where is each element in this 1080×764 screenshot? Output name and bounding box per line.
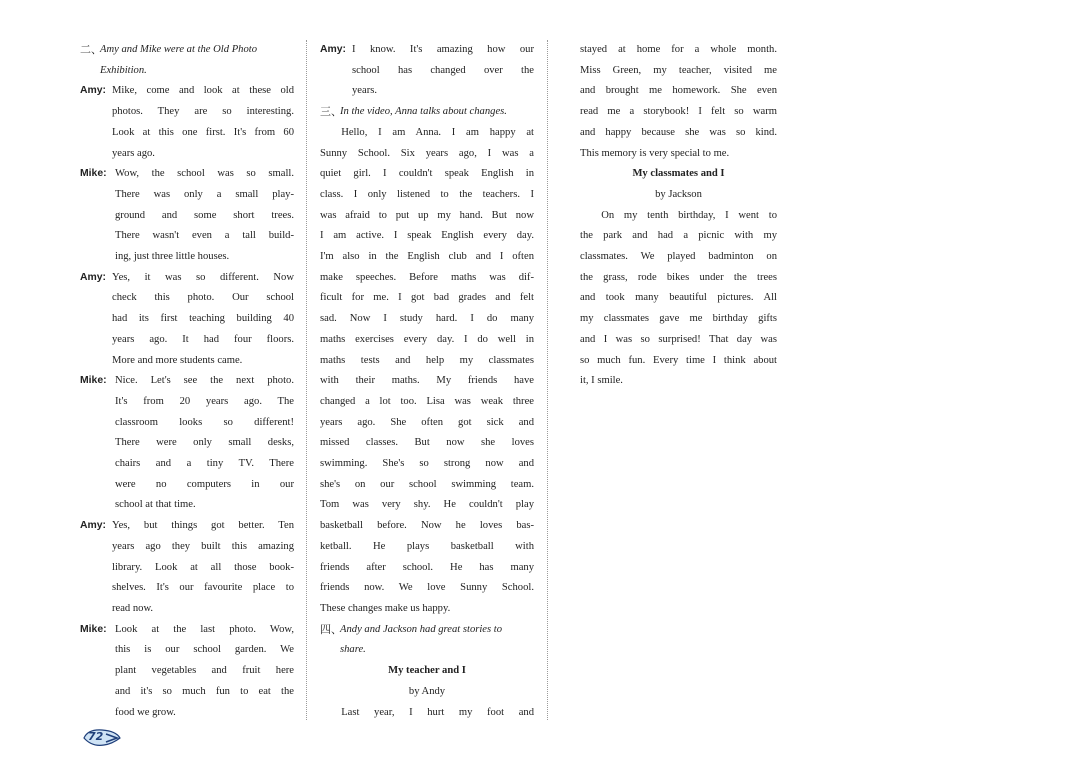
section-2-heading-line-2: Exhibition. [100, 64, 147, 76]
text-line: friends after school. He has many [320, 561, 534, 573]
column-1 [80, 40, 294, 723]
text-line: the park and had a picnic with my [580, 230, 777, 242]
section-2-heading-line-1: Amy and Mike were at the Old Photo [100, 44, 258, 55]
dialogue-text [112, 268, 294, 372]
section-2-number: 二、 [80, 43, 102, 56]
story-1-author: by Andy [408, 685, 446, 697]
text-line: with their maths. My friends have [320, 375, 534, 387]
text-line: stayed at home for a whole month. [580, 44, 777, 55]
text-line: classmates. We played badminton on [580, 251, 777, 263]
text-line: had its first teaching building 40 [112, 313, 294, 325]
text-line: ing, just three little houses. [115, 251, 230, 263]
text-line: years ago. She often got sick and [320, 416, 534, 428]
text-line: Sunny School. Six years ago, I was a [320, 147, 534, 159]
anna-passage [320, 123, 534, 620]
dialogue-line [80, 268, 294, 372]
section-4-heading-line-1: Andy and Jackson had great stories to [340, 623, 503, 635]
text-line: changed a lot too. Lisa was weak three [320, 395, 534, 407]
text-line: Look at this one first. It's from 60 [112, 126, 294, 138]
text-line: Wow, the school was so small. [115, 168, 294, 180]
text-line: library. Look at all those book- [112, 561, 294, 573]
text-line: plant vegetables and fruit here [115, 665, 294, 677]
text-line: ficult for me. I got bad grades and felt [320, 292, 534, 304]
dialogue-line [80, 516, 294, 620]
dialogue-line [80, 620, 294, 724]
dialogue-text [115, 620, 294, 724]
text-line: Mike, come and look at these old [112, 85, 294, 97]
story-1-title: My teacher and I [388, 665, 466, 677]
story-1-text-start [320, 703, 534, 724]
text-line: and happy because she was so kind. [580, 126, 777, 138]
text-line: More and more students came. [112, 354, 243, 366]
text-line: and it's so much fun to eat the [115, 685, 294, 697]
text-line: read now. [112, 602, 154, 614]
dialogue-line [80, 371, 294, 516]
speaker-label: Amy: [80, 85, 106, 97]
dialogue-text [112, 81, 294, 164]
dialogue-line [80, 81, 294, 164]
column-divider-2 [547, 40, 548, 720]
dialogue-text [352, 40, 534, 102]
text-line: this is our school garden. We [115, 644, 294, 656]
speaker-label: Mike: [80, 623, 107, 635]
section-2-heading [80, 40, 294, 81]
text-line: Yes, it was so different. Now [112, 271, 294, 283]
text-line: swimming. She's so strong now and [320, 458, 534, 470]
text-line: I am active. I speak English every day. [320, 230, 534, 242]
text-line: basketball before. Now he loves bas- [320, 520, 534, 532]
text-line: school has changed over the [352, 64, 534, 76]
text-line: shelves. It's our favourite place to [112, 582, 294, 594]
text-line: she's on our school swimming team. [320, 478, 534, 490]
text-line: Miss Green, my teacher, visited me [580, 64, 777, 76]
column-divider-1 [306, 40, 307, 720]
text-line: check this photo. Our school [112, 292, 294, 304]
speaker-label: Amy: [80, 520, 106, 532]
text-line: Hello, I am Anna. I am happy at [341, 126, 534, 138]
text-line: On my tenth birthday, I went to [601, 209, 777, 221]
text-line: sad. Now I study hard. I do many [320, 313, 534, 325]
section-4-number: 四、 [320, 622, 342, 636]
text-line: maths tests and help my classmates [320, 354, 534, 366]
text-line: was afraid to put up my hand. But now [320, 209, 534, 221]
dialogue-line [80, 164, 294, 268]
column-3 [580, 40, 777, 392]
section-4-heading-line-2: share. [340, 644, 366, 656]
text-line: food we grow. [115, 706, 176, 718]
dialogue [80, 81, 294, 723]
text-line: read me a storybook! I felt so warm [580, 106, 777, 118]
text-line: There was only a small play- [115, 188, 294, 200]
dialogue-text [115, 164, 294, 268]
story-1-text-continued [580, 40, 777, 164]
story-2-title: My classmates and I [632, 168, 725, 180]
section-3-number: 三、 [320, 105, 342, 119]
text-line: I'm also in the English club and I often [320, 251, 534, 263]
text-line: ground and some short trees. [115, 209, 294, 221]
speaker-label: Amy: [320, 44, 346, 55]
text-line: it, I smile. [580, 375, 623, 387]
text-line: and brought me homework. She even [580, 85, 777, 97]
story-2-text [580, 206, 777, 392]
text-line: years ago. [112, 147, 155, 159]
text-line: years. [352, 85, 377, 97]
dialogue-line-final-amy [320, 40, 534, 102]
text-line: ketball. He plays basketball with [320, 540, 534, 552]
page-number-badge [82, 728, 120, 748]
text-line: photos. They are so interesting. [112, 106, 294, 118]
text-line: Yes, but things got better. Ten [112, 520, 294, 532]
speaker-label: Mike: [80, 168, 107, 180]
text-line: chairs and a tiny TV. There [115, 458, 294, 470]
page-number: 72 [88, 730, 104, 743]
text-line: Tom was very shy. He couldn't play [320, 499, 534, 511]
text-line: classroom looks so different! [115, 416, 294, 428]
text-line: missed classes. But now she loves [320, 437, 534, 449]
dialogue-text [112, 516, 294, 620]
text-line: This memory is very special to me. [580, 147, 730, 159]
text-line: It's from 20 years ago. The [115, 395, 294, 407]
text-line: maths exercises every day. I do well in [320, 333, 534, 345]
section-4-heading [320, 620, 534, 661]
speaker-label: Mike: [80, 375, 107, 387]
text-line: class. I only listened to the teachers. I [320, 188, 534, 200]
story-2-author: by Jackson [655, 188, 702, 200]
dialogue-text [115, 371, 294, 516]
text-line: Last year, I hurt my foot and [341, 706, 534, 718]
section-3-heading [320, 102, 534, 123]
text-line: Look at the last photo. Wow, [115, 623, 294, 635]
text-line: Nice. Let's see the next photo. [115, 375, 294, 387]
text-line: and I was so surprised! That day was [580, 333, 777, 345]
text-line: friends now. We love Sunny School. [320, 582, 534, 594]
text-line: years ago. It had four floors. [112, 333, 294, 345]
text-line: years ago they built this amazing [112, 540, 294, 552]
section-3-heading-text: In the video, Anna talks about changes. [340, 106, 507, 118]
text-line: There wasn't even a tall build- [115, 230, 294, 242]
text-line: quiet girl. I couldn't speak English in [320, 168, 534, 180]
text-line: These changes make us happy. [320, 602, 451, 614]
text-line: I know. It's amazing how our [352, 44, 534, 55]
text-line: were no computers in our [115, 478, 294, 490]
text-line: There were only small desks, [115, 437, 294, 449]
text-line: school at that time. [115, 499, 196, 511]
speaker-label: Amy: [80, 271, 106, 283]
column-2 [320, 40, 534, 723]
text-line: my classmates gave me birthday gifts [580, 313, 777, 325]
text-line: the grass, rode bikes under the trees [580, 271, 777, 283]
text-line: make speeches. Before maths was dif- [320, 271, 534, 283]
text-line: so much fun. Every time I think about [580, 354, 777, 366]
text-line: and took many beautiful pictures. All [580, 292, 777, 304]
